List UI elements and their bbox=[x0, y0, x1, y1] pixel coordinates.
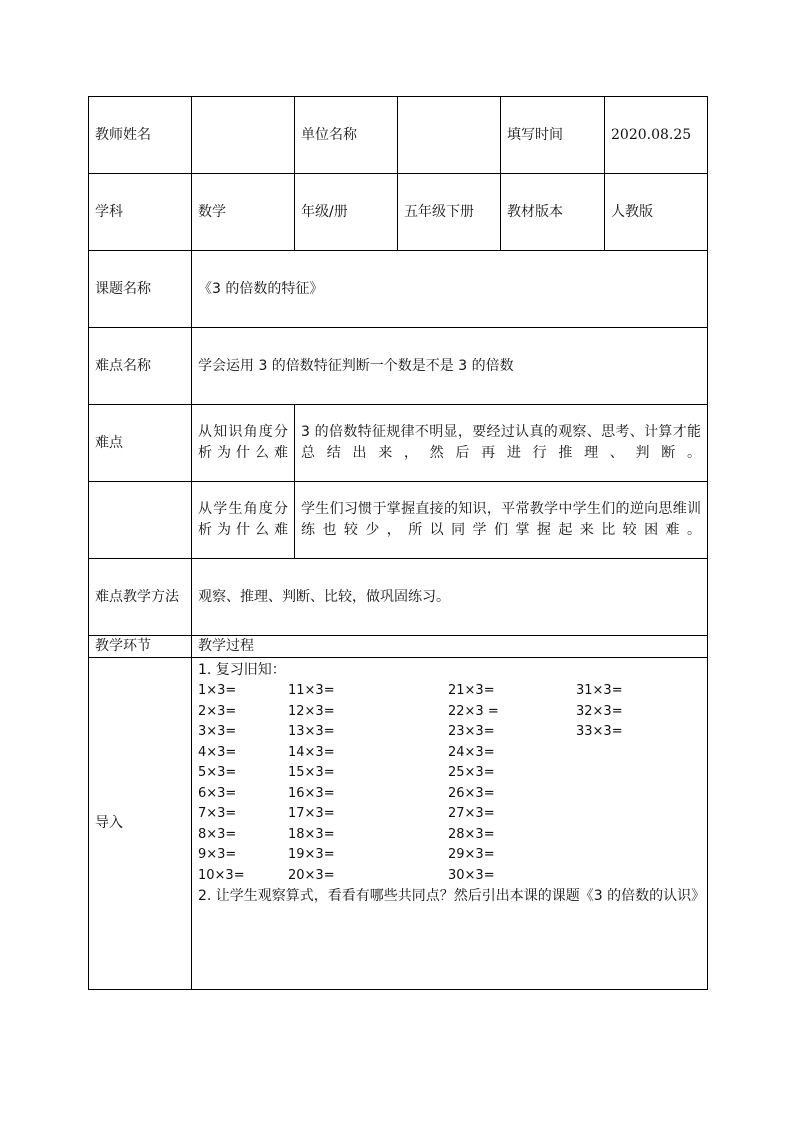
grade-label: 年级/册 bbox=[295, 174, 398, 251]
multiplication-expression: 9×3= bbox=[198, 847, 237, 862]
multiplication-expression: 11×3= bbox=[288, 683, 335, 698]
method-value: 观察、推理、判断、比较，做巩固练习。 bbox=[192, 559, 708, 636]
multiplication-expression: 1×3= bbox=[198, 683, 237, 698]
multiplication-row bbox=[198, 702, 701, 723]
multiplication-expression: 28×3= bbox=[448, 826, 495, 842]
knowledge-angle-text: 3 的倍数特征规律不明显，要经过认真的观察、思考、计算才能总结出来，然后再进行推理、判断。 bbox=[295, 405, 708, 482]
lesson-form-table bbox=[88, 96, 708, 990]
multiplication-expression: 17×3= bbox=[288, 806, 335, 821]
multiplication-expression bbox=[576, 784, 696, 805]
fill-date-label: 填写时间 bbox=[501, 97, 605, 174]
multiplication-expression: 6×3= bbox=[198, 785, 237, 801]
multiplication-row bbox=[198, 681, 701, 702]
student-angle-label: 从学生角度分析为什么难 bbox=[192, 482, 295, 559]
multiplication-expression: 4×3= bbox=[198, 744, 237, 760]
multiplication-expression: 7×3= bbox=[198, 806, 237, 821]
multiplication-row bbox=[198, 743, 701, 764]
multiplication-expression: 5×3= bbox=[198, 765, 237, 780]
topic-value: 《3 的倍数的特征》 bbox=[192, 251, 708, 328]
multiplication-expression: 3×3= bbox=[198, 724, 237, 739]
knowledge-angle-label: 从知识角度分析为什么难 bbox=[192, 405, 295, 482]
multiplication-expression bbox=[576, 825, 696, 846]
multiplication-row bbox=[198, 866, 701, 887]
difficulty-label: 难点 bbox=[89, 405, 192, 482]
grade-value: 五年级下册 bbox=[398, 174, 501, 251]
multiplication-expression bbox=[576, 845, 696, 866]
multiplication-row bbox=[198, 784, 701, 805]
intro-row bbox=[89, 658, 708, 990]
header-row bbox=[89, 97, 708, 174]
difficulty-knowledge-row bbox=[89, 405, 708, 482]
subject-row bbox=[89, 174, 708, 251]
multiplication-expression: 15×3= bbox=[288, 765, 335, 780]
subject-label: 学科 bbox=[89, 174, 192, 251]
difficulty-name-row bbox=[89, 328, 708, 405]
multiplication-expression: 14×3= bbox=[288, 744, 335, 760]
multiplication-expression: 32×3= bbox=[576, 703, 623, 719]
multiplication-grid bbox=[198, 681, 701, 886]
multiplication-expression bbox=[576, 866, 696, 887]
difficulty-student-row bbox=[89, 482, 708, 559]
topic-label: 课题名称 bbox=[89, 251, 192, 328]
multiplication-expression: 30×3= bbox=[448, 867, 495, 883]
difficulty-empty-cell bbox=[89, 482, 192, 559]
stage-header: 教学环节 bbox=[89, 636, 192, 658]
multiplication-expression: 22×3 = bbox=[448, 703, 499, 719]
multiplication-row bbox=[198, 804, 701, 825]
difficulty-name-value: 学会运用 3 的倍数特征判断一个数是不是 3 的倍数 bbox=[192, 328, 708, 405]
multiplication-expression: 21×3= bbox=[448, 683, 495, 698]
teacher-name-label: 教师姓名 bbox=[89, 97, 192, 174]
unit-name-value[interactable] bbox=[398, 97, 501, 174]
multiplication-row bbox=[198, 763, 701, 784]
multiplication-expression: 23×3= bbox=[448, 724, 495, 739]
multiplication-expression: 26×3= bbox=[448, 785, 495, 801]
multiplication-expression: 16×3= bbox=[288, 785, 335, 801]
multiplication-row bbox=[198, 722, 701, 743]
subject-value: 数学 bbox=[192, 174, 295, 251]
multiplication-expression: 20×3= bbox=[288, 867, 335, 883]
multiplication-expression bbox=[576, 743, 696, 764]
multiplication-expression: 19×3= bbox=[288, 847, 335, 862]
multiplication-expression: 29×3= bbox=[448, 847, 495, 862]
multiplication-expression bbox=[576, 804, 696, 825]
process-header: 教学过程 bbox=[192, 636, 708, 658]
multiplication-expression: 8×3= bbox=[198, 826, 237, 842]
multiplication-expression: 24×3= bbox=[448, 744, 495, 760]
multiplication-expression bbox=[576, 763, 696, 784]
multiplication-expression: 2×3= bbox=[198, 703, 237, 719]
method-label: 难点教学方法 bbox=[89, 559, 192, 636]
topic-row bbox=[89, 251, 708, 328]
multiplication-expression: 13×3= bbox=[288, 724, 335, 739]
teacher-name-value[interactable] bbox=[192, 97, 295, 174]
method-row bbox=[89, 559, 708, 636]
edition-value: 人教版 bbox=[605, 174, 708, 251]
intro-content bbox=[192, 658, 708, 990]
multiplication-expression: 31×3= bbox=[576, 683, 623, 698]
multiplication-expression: 10×3= bbox=[198, 867, 245, 883]
unit-name-label: 单位名称 bbox=[295, 97, 398, 174]
intro-step-2: 2. 让学生观察算式，看看有哪些共同点？然后引出本课的课题《3 的倍数的认识》 bbox=[198, 888, 706, 904]
process-header-row bbox=[89, 636, 708, 658]
multiplication-row bbox=[198, 845, 701, 866]
intro-stage-label: 导入 bbox=[89, 658, 192, 990]
multiplication-row bbox=[198, 825, 701, 846]
edition-label: 教材版本 bbox=[501, 174, 605, 251]
multiplication-expression: 12×3= bbox=[288, 703, 335, 719]
multiplication-expression: 27×3= bbox=[448, 806, 495, 821]
difficulty-name-label: 难点名称 bbox=[89, 328, 192, 405]
multiplication-expression: 33×3= bbox=[576, 724, 623, 739]
multiplication-expression: 25×3= bbox=[448, 765, 495, 780]
intro-step-1: 1. 复习旧知： bbox=[198, 662, 286, 678]
student-angle-text: 学生们习惯于掌握直接的知识，平常教学中学生们的逆向思维训练也较少，所以同学们掌握起来比较困难。 bbox=[295, 482, 708, 559]
multiplication-expression: 18×3= bbox=[288, 826, 335, 842]
fill-date-value: 2020.08.25 bbox=[605, 97, 708, 174]
